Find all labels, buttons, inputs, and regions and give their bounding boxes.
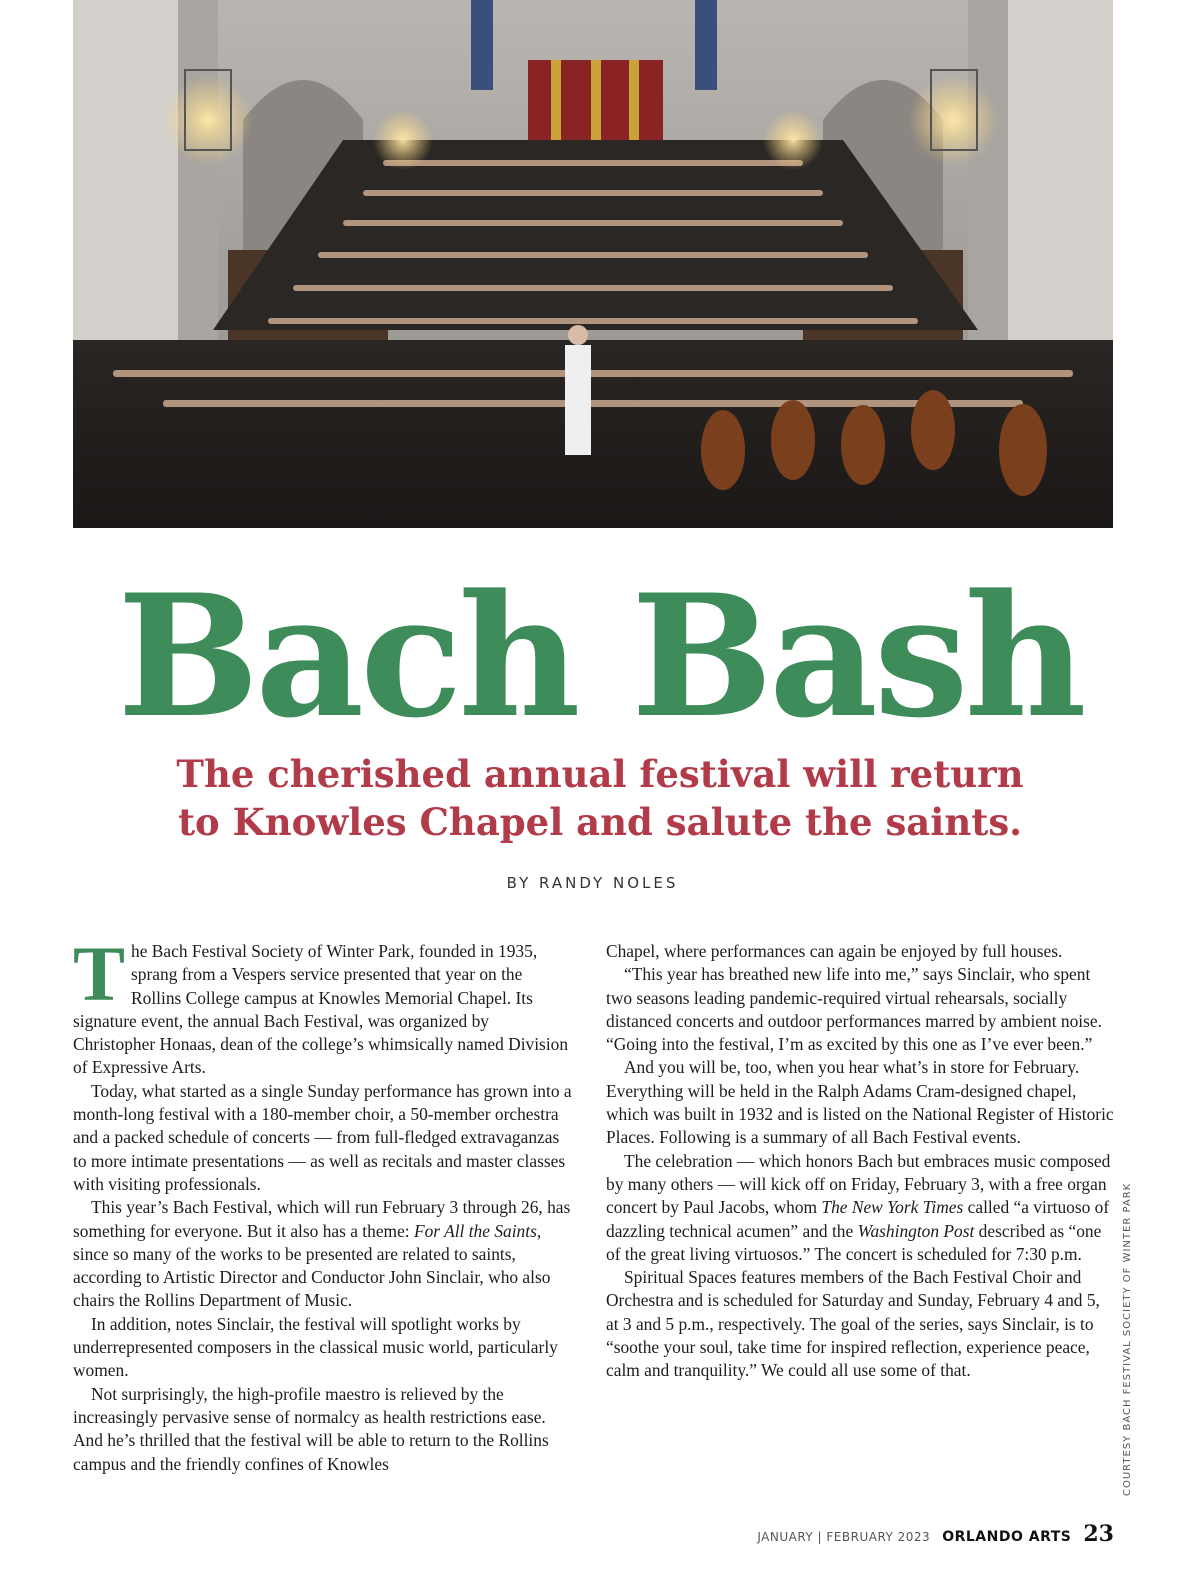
paragraph: Spiritual Spaces features members of the Bach Festival Choir and Orchestra and is scheduled for Saturday and Sunday, February 4 and 5, at 3 and 5 p.m., respectively. The goal of the series, says Sinclair, is to “soothe your soul, take time for inspired reflection, experience peace, calm and tranquility.” We could all use some of that. [606, 1267, 1100, 1381]
dek [100, 750, 1100, 846]
page-number: 23 [1083, 1521, 1114, 1547]
dek-line-1: The cherished annual festival will return [176, 752, 1024, 796]
byline: BY RANDY NOLES [506, 874, 679, 892]
paragraph: This year’s Bach Festival, which will run February 3 through 26, has something for everyone. But it also has a theme: For All the Saints, since so many of the works to be presented are related to saints, according to Artistic Director and Conductor John Sinclair, who also chairs the Rollins Department of Music. [73, 1197, 571, 1311]
dek-line-2: to Knowles Chapel and salute the saints. [177, 800, 1023, 844]
magazine-name: ORLANDO ARTS [942, 1529, 1072, 1545]
paragraph: Not surprisingly, the high-profile maestro is relieved by the increasingly pervasive sense of normalcy as health restrictions ease. And he’s thrilled that the festival will be able to return to the Rollins campus and the friendly confines of Knowles [73, 1383, 549, 1474]
paragraph: Chapel, where performances can again be enjoyed by full houses. [606, 941, 1063, 961]
body-column-left [73, 930, 573, 1476]
paragraph: “This year has breathed new life into me,” says Sinclair, who spent two seasons leading pandemic-required virtual rehearsals, socially distanced concerts and outdoor performances marred by ambient noise. “Going into the festival, I’m as excited by this one as I’ve ever been.” [606, 964, 1102, 1055]
paragraph: In addition, notes Sinclair, the festival will spotlight works by underrepresented composers in the classical music world, particularly women. [73, 1313, 558, 1381]
paragraph: And you will be, too, when you hear what’s in store for February. Everything will be held in the Ralph Adams Cram-designed chapel, which was built in 1932 and is listed on the National Register of Historic Places. Following is a summary of all Bach Festival events. [606, 1057, 1114, 1148]
paragraph: The celebration — which honors Bach but embraces music composed by many others — will kick off on Friday, February 3, with a free organ concert by Paul Jacobs, whom The New York Times called “a virtuoso of dazzling technical acumen” and the Washington Post described as “one of the great living virtuosos.” The concert is scheduled for 7:30 p.m. [606, 1150, 1111, 1264]
issue-date: JANUARY | FEBRUARY 2023 [757, 1530, 931, 1544]
photo-credit: COURTESY BACH FESTIVAL SOCIETY OF WINTER PARK [1122, 1182, 1133, 1496]
body-column-right [606, 940, 1114, 1383]
headline: Bach Bash [117, 557, 1083, 755]
paragraph: Today, what started as a single Sunday performance has grown into a month-long festival with a 180-member choir, a 50-member orchestra and a packed schedule of concerts — from full-fledged extravaganzas to more intimate presentations — as well as recitals and master classes with visiting professionals. [73, 1080, 572, 1194]
orchestra-choir-photo [73, 0, 1113, 528]
dropcap: T [73, 930, 126, 1017]
paragraph: The Bach Festival Society of Winter Park, founded in 1935, sprang from a Vespers service presented that year on the Rollins College campus at Knowles Memorial Chapel. Its signature event, the annual Bach Festival, was organized by Christopher Honaas, dean of the college’s whimsically named Division of Expressive Arts. [73, 930, 569, 1078]
orchestra-choir-photo-icon [73, 0, 1113, 528]
folio [757, 1521, 1114, 1549]
